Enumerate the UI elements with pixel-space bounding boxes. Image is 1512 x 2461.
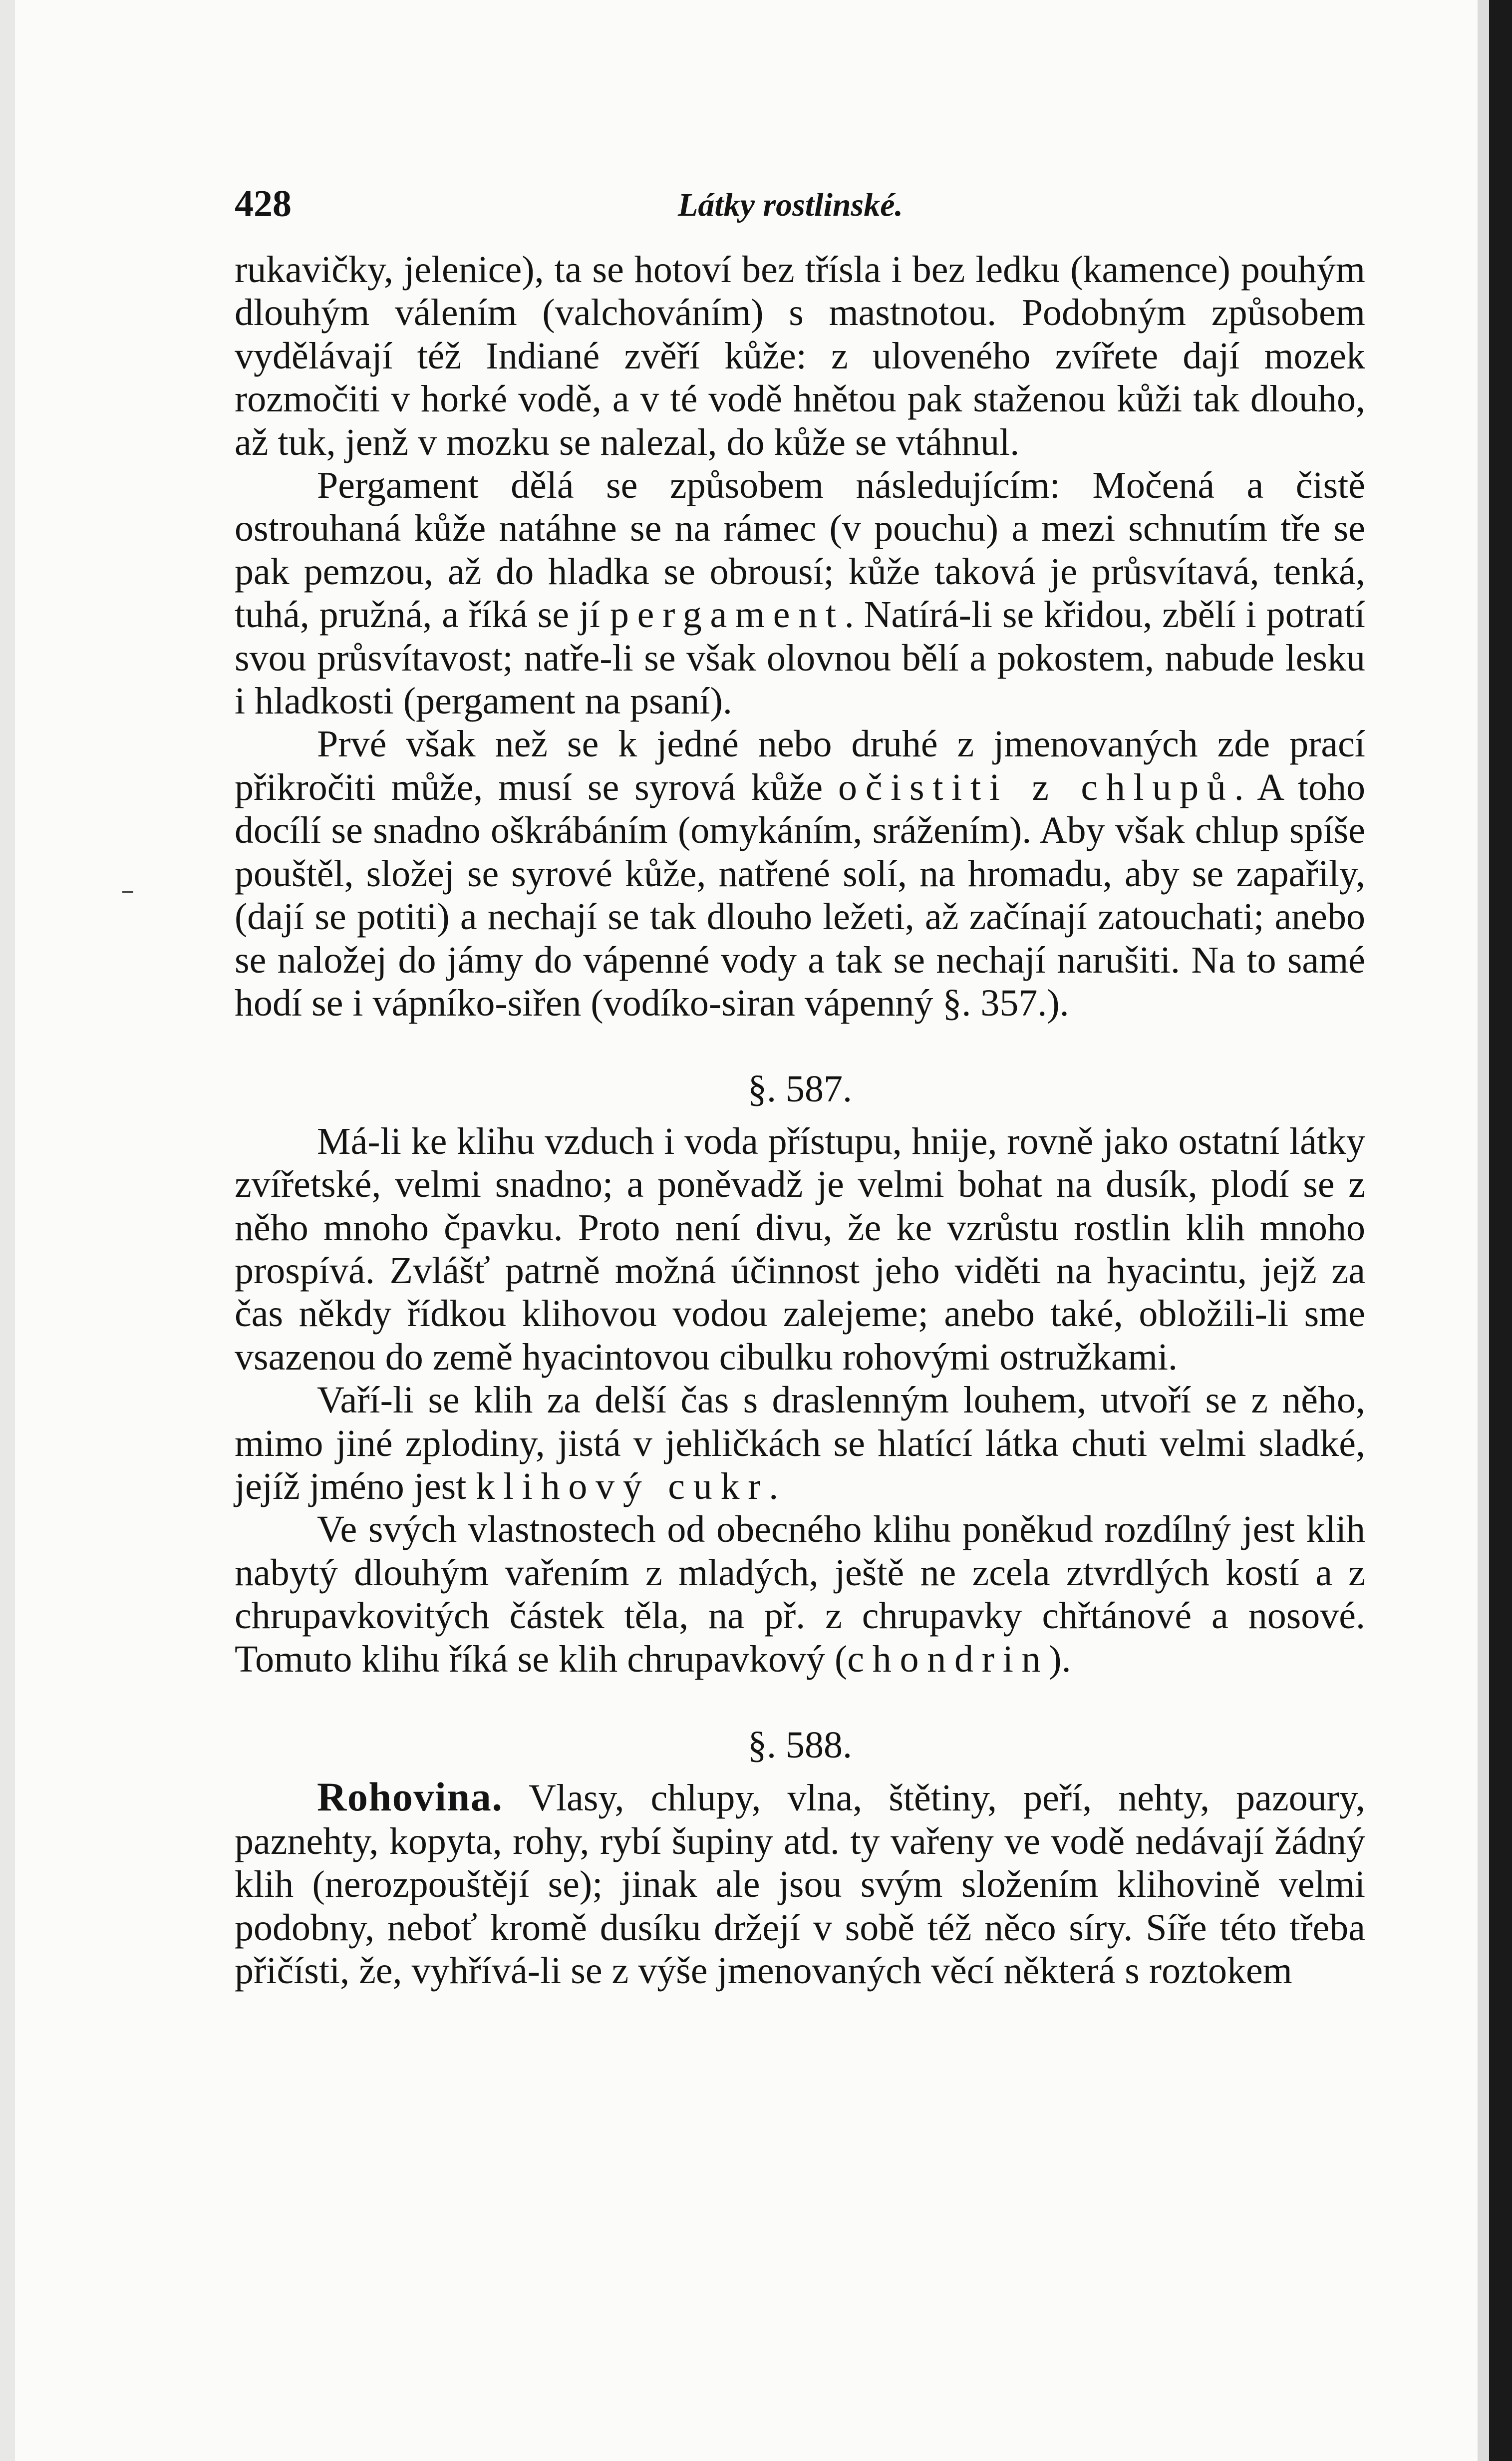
text-run: ). — [1049, 1638, 1071, 1680]
body-text — [235, 248, 1365, 1992]
text-run: Vaří-li se klih za delší čas s draslenným louhem, utvoří se z něho, mimo jiné zplodiny, jistá v jehličkách se hlatící látka chuti velmi sladké, jejíž jméno jest — [235, 1379, 1365, 1507]
paragraph-prve — [235, 722, 1365, 1025]
scan-left-margin — [0, 0, 15, 2461]
emphasized-term: očistiti z chlupů — [838, 766, 1234, 808]
paragraph-continuation: rukavičky, jelenice), ta se hotoví bez třísla i bez ledku (kamence) pouhým dlouhým válením (valchováním) s mastnotou. Podobným způsobem vydělávají též Indiané zvěří kůže: z uloveného zvířete dají mozek rozmočiti v horké vodě, a v té vodě hnětou pak staženou kůži tak dlouho, až tuk, jenž v mozku se nalezal, do kůže se vtáhnul. — [235, 249, 1365, 463]
section-heading-587: §. 587. — [748, 1068, 852, 1110]
text-run: . — [769, 1465, 779, 1507]
text-run: Ve svých vlastnostech od obecného klihu poněkud rozdílný jest klih nabytý dlouhým vařením z mladých, ještě ne zcela ztvrdlých kostí a z chrupavkovitých částek těla, na př. z chrupavky chřtánové a nosové. Tomuto klihu říká se klih chrupavkový ( — [235, 1508, 1365, 1680]
page-number: 428 — [235, 183, 292, 225]
section-heading-588: §. 588. — [748, 1724, 852, 1766]
book-page — [15, 0, 1478, 2461]
margin-mark — [122, 891, 133, 893]
paragraph-klih-2 — [235, 1379, 1365, 1508]
emphasized-term: pergament — [609, 594, 845, 636]
text-run: . A toho docílí se snadno oškrábáním (omykáním, srážením). Aby však chlup spíše pouštěl, složej se syrové kůže, natřené solí, na hromadu, aby se zapařily, (dají se potiti) a nechají se tak dlouho ležeti, až začínají zatouchati; anebo se naložej do jámy do vápenné vody a tak se nechají narušiti. Na to samé hodí se i vápníko-siřen (vodíko-siran vápenný §. 357.). — [235, 766, 1365, 1024]
text-run: Prvé však než se k jedné nebo druhé z jmenovaných zde prací přikročiti může, musí se syrová kůže — [235, 723, 1365, 808]
paragraph-klih-1: Má-li ke klihu vzduch i voda přístupu, hnije, rovně jako ostatní látky zvířetské, velmi snadno; a poněvadž je velmi bohat na dusík, plodí se z něho mnoho čpavku. Proto není divu, že ke vzrůstu rostlin klih mnoho prospívá. Zvlášť patrně možná účinnost jeho viděti na hyacintu, jejž za čas někdy řídkou klihovou vodou zalejeme; anebo také, obložili-li sme vsazenou do země hyacintovou cibulku rohovými ostružkami. — [235, 1120, 1365, 1378]
running-title: Látky rostlinské. — [678, 187, 904, 223]
emphasized-term: klihový cukr — [476, 1465, 769, 1507]
text-run: Vlasy, chlupy, vlna, štětiny, peří, nehty, pazoury, paznehty, kopyta, rohy, rybí šupiny atd. ty vařeny ve vodě nedávají žádný klih (nerozpouštějí se); jinak ale jsou svým složením klihovině velmi podobny, neboť kromě dusíku držejí v sobě též něco síry. Síře této třeba přičísti, že, vyhřívá-li se z výše jmenovaných věcí některá s roztokem — [235, 1777, 1365, 1992]
emphasized-term: chondrin — [847, 1638, 1049, 1680]
scan-right-edge — [1489, 0, 1512, 2461]
page-header — [235, 182, 1365, 237]
paragraph-klih-3 — [235, 1508, 1365, 1681]
paragraph-pergament — [235, 464, 1365, 722]
paragraph-rohovina — [235, 1775, 1365, 1992]
page-content — [235, 182, 1365, 1992]
lead-term: Rohovina. — [317, 1774, 503, 1820]
text-run: Pergament dělá se způsobem následujícím: Močená a čistě ostrouhaná kůže natáhne se na rámec (v pouchu) a mezi schnutím tře se pak pemzou, až do hladka se obrousí; kůže taková je průsvítavá, tenká, tuhá, pružná, a říká se jí — [235, 464, 1365, 636]
text-run: . Natírá-li se křidou, zbělí i potratí svou průsvítavost; natře-li se však olovnou bělí a pokostem, nabude lesku i hladkosti (pergament na psaní). — [235, 594, 1365, 722]
